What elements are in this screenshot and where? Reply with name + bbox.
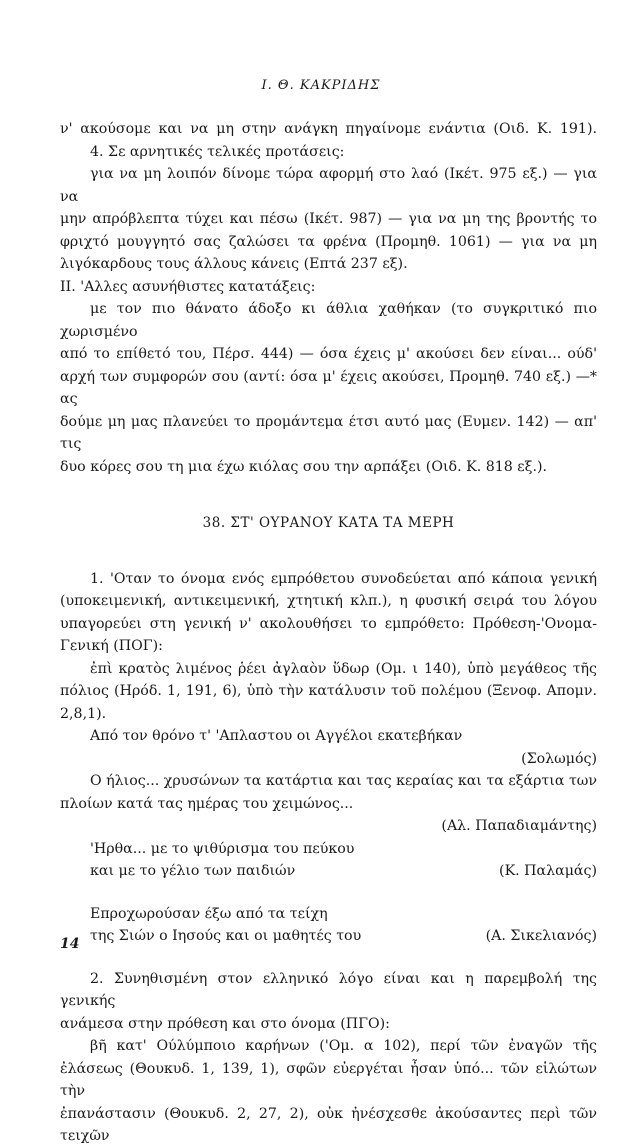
quote-line: Επροχωρούσαν έξω από τα τείχη — [90, 905, 328, 922]
text-line: με τον πιο θάνατο άδοξο κι άθλια χαθήκαν (το συγκριτικό πιο χωρισμένο — [60, 301, 597, 340]
quote-attribution: (Α. Σικελιανός) — [485, 928, 597, 944]
running-head: Ι. Θ. ΚΑΚΡΙΔΗΣ — [261, 78, 381, 93]
quote-attribution: (Αλ. Παπαδιαμάντης) — [441, 818, 597, 834]
quote-attribution: (Κ. Παλαμάς) — [499, 863, 597, 879]
text-line: φριχτό μουγγητό σας ζαλώσει τα φρένα (Προμηθ. 1061) — για να μη — [60, 233, 597, 250]
text-line: ανάμεσα στην πρόθεση και στο όνομα (ΠΓΟ): — [60, 1015, 390, 1032]
text-line: 1. 'Οταν το όνομα ενός εμπρόθετου συνοδεύεται από κάποια γενική — [90, 570, 597, 587]
page-body — [60, 118, 597, 1148]
text-line: ἐπὶ κρατὸς λιμένος ῥέει ἀγλαὸν ὕδωρ (Ομ. ι 140), ὑπὸ μεγάθεος τῆς — [90, 660, 597, 677]
text-line: από το επίθετό του, Πέρσ. 444) — όσα έχεις μ' ακούσει δεν είναι... ούδ' — [60, 346, 597, 362]
quote-row — [60, 860, 597, 883]
text-line: (υποκειμενική, αντικειμενική, χτητική κλπ.), η φυσική σειρά του λόγου — [60, 593, 597, 609]
text-line: αρχή των συμφορών σου (αντί: όσα μ' έχεις ακούσει, Προμηθ. 740 εξ.) —* ας — [60, 368, 597, 407]
quote-line: 'Ηρθα... με το ψιθύρισμα του πεύκου — [90, 840, 355, 857]
text-line: ν' ακούσομε και να μη στην ανάγκη πηγαίνομε ενάντια (Οιδ. Κ. 191). — [60, 121, 597, 137]
text-line: ἐπανάστασιν (Θουκυδ. 2, 27, 2), οὐκ ἠνέσχεσθε ἀκούσαντες περὶ τῶν τειχῶν — [60, 1105, 597, 1144]
quote-line: και με το γέλιο των παιδιών — [90, 863, 296, 879]
text-line: δούμε μη μας πλανεύει το προμάντεμα έτσι αυτό μας (Ευμεν. 142) — απ' τις — [60, 413, 597, 452]
text-line: 2. Συνηθισμένη στον ελληνικό λόγο είναι και η παρεμβολή της γενικής — [60, 970, 597, 1009]
page-number: 14 — [60, 936, 80, 952]
quote-attribution: (Σολωμός) — [521, 750, 597, 767]
list-item-heading: ΙΙ. 'Αλλες ασυνήθιστες κατατάξεις: — [60, 278, 316, 295]
list-item-heading: 4. Σε αρνητικές τελικές προτάσεις: — [90, 143, 345, 160]
quote-line: Ο ήλιος... χρυσώνων τα κατάρτια και τας κεραίας και τα εξάρτια των — [90, 773, 597, 789]
text-line: λιγόκαρδους τους άλλους κάνεις (Επτά 237 εξ). — [60, 256, 408, 272]
text-line: για να μη λοιπόν δίνομε τώρα αφορμή στο λαό (Ικέτ. 975 εξ.) — για να — [60, 166, 597, 205]
text-line: δυο κόρες σου τη μια έχω κιόλας σου την αρπάξει (Οιδ. Κ. 818 εξ.). — [60, 458, 548, 475]
quote-line: πλοίων κατά τας ημέρας του χειμώνος... — [60, 795, 354, 812]
quote-line: Από τον θρόνο τ' 'Απλαστου οι Αγγέλοι εκατεβήκαν — [90, 728, 463, 744]
quote-line: της Σιών ο Ιησούς και οι μαθητές του — [90, 928, 362, 944]
text-line: υπαγορεύει στη γενική ν' ακολουθήσει το εμπρόθετο: Πρόθεση-'Ονομα- — [60, 615, 597, 632]
text-line: Γενική (ΠΟΓ): — [60, 638, 163, 654]
text-line: πόλιος (Ηρόδ. 1, 191, 6), ὑπὸ τὴν κατάλυσιν τοῦ πολέμου (Ξενοφ. Απομν. — [60, 683, 597, 699]
text-line: 2,8,1). — [60, 705, 107, 722]
text-line: μην απρόβλεπτα τύχει και πέσω (Ικέτ. 987) — για να μη της βροντής το — [60, 211, 597, 227]
text-line: ἐλάσεως (Θουκυδ. 1, 139, 1), σφῶν εὐεργέται ἦσαν ὑπό... τῶν εἱλώτων τὴν — [60, 1060, 597, 1099]
section-title: 38. ΣΤ' ΟΥΡΑΝΟΥ ΚΑΤΑ ΤΑ ΜΕΡΗ — [202, 514, 455, 531]
text-line: βῆ κατ' Ούλύμποιο καρήνων ('Ομ. α 102), περί τῶν ἐναγῶν τῆς — [90, 1038, 597, 1054]
quote-row — [60, 925, 597, 948]
